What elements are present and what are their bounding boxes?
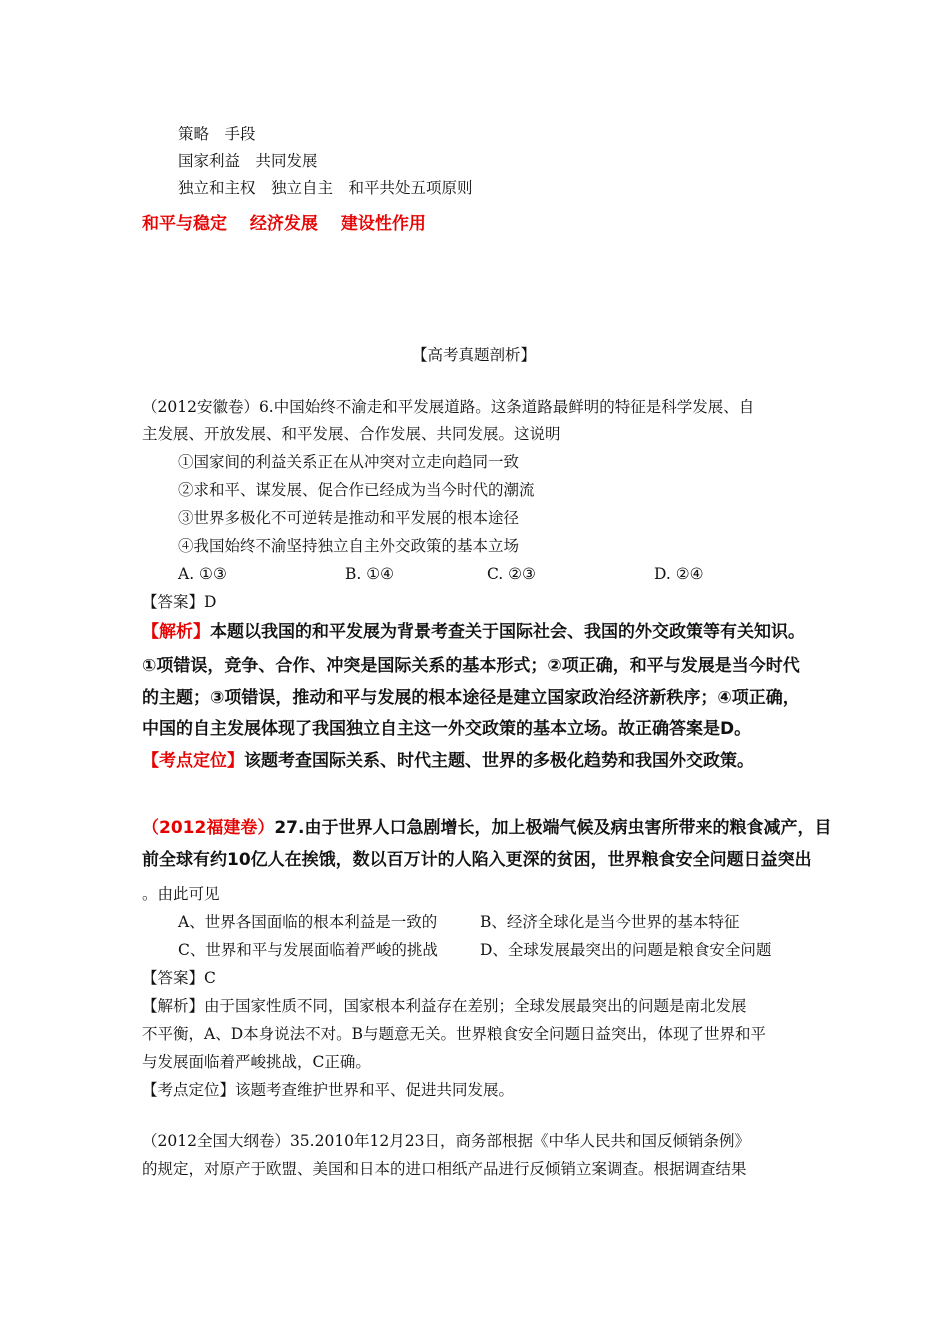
q2-stem-line-2: 前全球有约10亿人在挨饿，数以百万计的人陷入更深的贫困，世界粮食安全问题日益突出 [142,850,812,870]
q2-option-d: D、全球发展最突出的问题是粮食安全问题 [480,941,772,959]
q1-statement-3: ③世界多极化不可逆转是推动和平发展的根本途径 [178,509,520,527]
q2-analysis-line-2: 不平衡，A、D本身说法不对。B与题意无关。世界粮食安全问题日益突出，体现了世界和平 [142,1025,767,1043]
q1-stem-line-2: 主发展、开放发展、和平发展、合作发展、共同发展。这说明 [142,425,561,443]
q1-statement-1: ①国家间的利益关系正在从冲突对立走向趋同一致 [178,453,520,471]
q2-stem-line-3: 。由此可见 [142,885,220,903]
q1-analysis-line-1 [142,622,805,642]
q1-point-tag: 【考点定位】 [142,751,244,771]
q1-stem-line-1: （2012安徽卷）6.中国始终不渝走和平发展道路。这条道路最鲜明的特征是科学发展、自 [142,398,755,416]
q2-stem-line-1 [142,818,831,838]
q2-option-c: C、世界和平与发展面临着严峻的挑战 [178,941,438,959]
q1-point-text: 该题考查国际关系、时代主题、世界的多极化趋势和我国外交政策。 [244,751,754,771]
q1-analysis-text-1: 本题以我国的和平发展为背景考查关于国际社会、我国的外交政策等有关知识。 [210,622,805,642]
q2-stem-text-1: 27.由于世界人口急剧增长，加上极端气候及病虫害所带来的粮食减产，目 [274,818,832,838]
q2-source-tag: （2012福建卷） [142,818,275,838]
q3-stem-line-2: 的规定，对原产于欧盟、美国和日本的进口相纸产品进行反倾销立案调查。根据调查结果 [142,1160,747,1178]
q1-analysis-line-4: 中国的自主发展体现了我国独立自主这一外交政策的基本立场。故正确答案是D。 [142,719,752,739]
q3-stem-line-1: （2012全国大纲卷）35.2010年12月23日，商务部根据《中华人民共和国反倾销条例》 [142,1132,750,1150]
q1-point-line [142,751,754,771]
q1-option-a: A. ①③ [178,565,227,583]
q1-answer: 【答案】D [142,593,217,611]
q1-analysis-tag: 【解析】 [142,622,210,642]
summary-line-2: 国家利益 共同发展 [178,152,318,170]
q2-point: 【考点定位】该题考查维护世界和平、促进共同发展。 [142,1081,515,1099]
q1-analysis-line-3: 的主题；③项错误，推动和平与发展的根本途径是建立国家政治经济新秩序；④项正确， [142,688,800,708]
q1-analysis-line-2: ①项错误，竞争、合作、冲突是国际关系的基本形式；②项正确，和平与发展是当今时代 [142,656,800,676]
q2-analysis-line-1: 【解析】由于国家性质不同，国家根本利益存在差别；全球发展最突出的问题是南北发展 [142,997,747,1015]
summary-line-4: 和平与稳定 经济发展 建设性作用 [142,214,426,234]
q2-analysis-line-3: 与发展面临着严峻挑战，C正确。 [142,1053,371,1071]
q1-option-d: D. ②④ [654,565,704,583]
q2-option-a: A、世界各国面临的根本利益是一致的 [178,913,438,931]
q1-option-c: C. ②③ [487,565,536,583]
q2-answer: 【答案】C [142,969,216,987]
q2-option-b: B、经济全球化是当今世界的基本特征 [480,913,740,931]
summary-line-1: 策略 手段 [178,125,256,143]
q1-option-b: B. ①④ [345,565,395,583]
section-title: 【高考真题剖析】 [412,346,537,364]
q1-statement-2: ②求和平、谋发展、促合作已经成为当今时代的潮流 [178,481,535,499]
summary-line-3: 独立和主权 独立自主 和平共处五项原则 [178,179,473,197]
q1-statement-4: ④我国始终不渝坚持独立自主外交政策的基本立场 [178,537,520,555]
